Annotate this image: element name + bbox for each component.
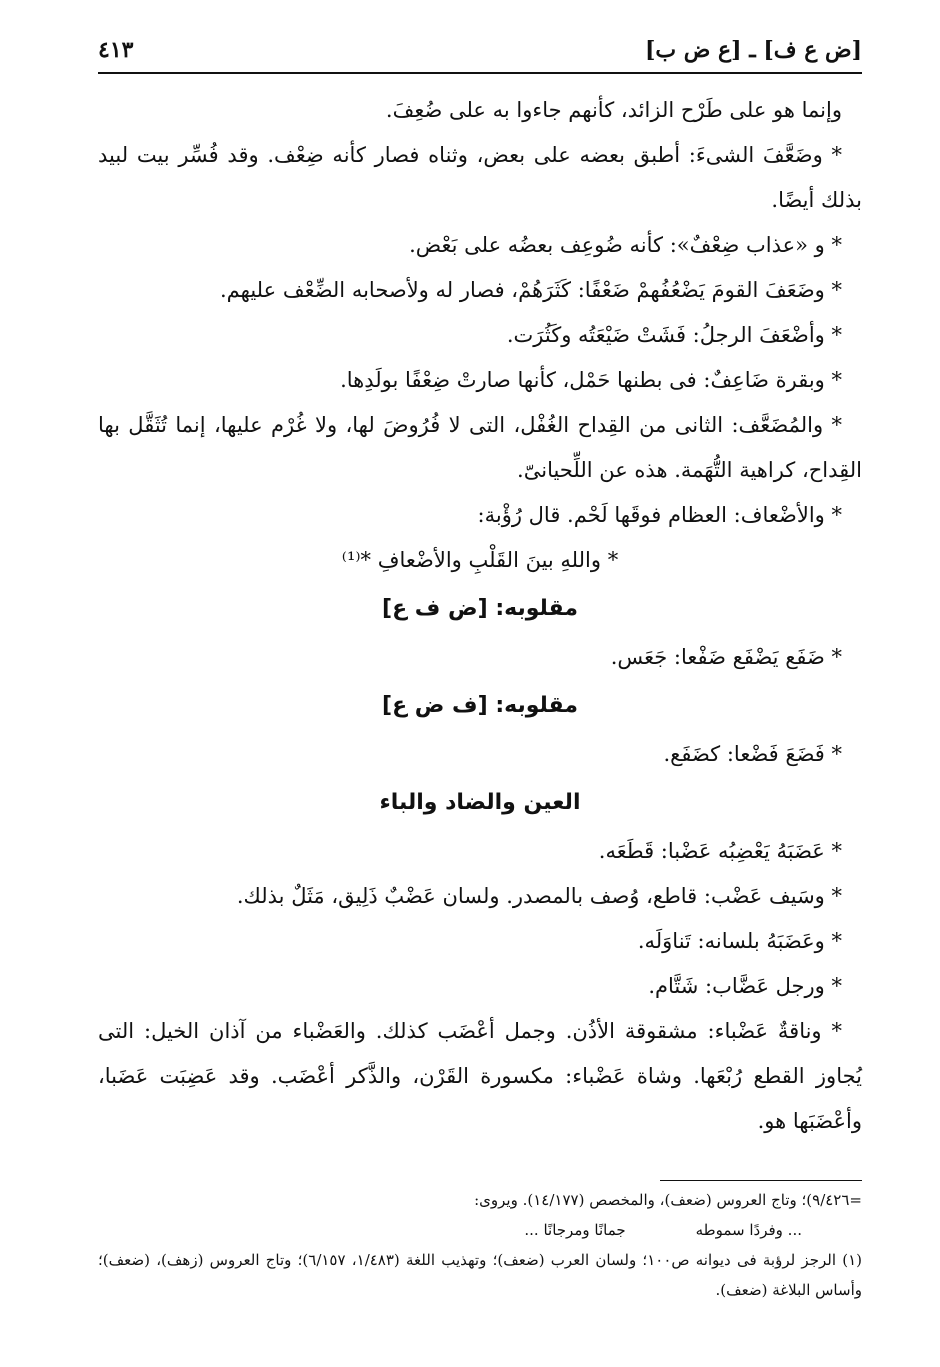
page-header <box>98 30 862 70</box>
entry-paragraph: * وأضْعَفَ الرجلُ: فَشَتْ ضَيْعَتُه وكَثُرَت. <box>506 323 842 347</box>
main-text <box>98 88 862 1144</box>
entry-paragraph: * وضَعَّفَ الشىءَ: أطبق بعضه على بعض، وثناه فصار كأنه ضِعْف. وقد فُسِّر بيت لبيد بذلك أيضًا. <box>98 143 862 212</box>
entry-paragraph: * والمُضَعَّف: الثانى من القِداح الغُفْل، التى لا فُرُوضَ لها، ولا غُرْم عليها، إنما تُثَقَّل بها القِداح، كراهية التُّهَمة. هذه عن اللِّحيانىّ. <box>98 413 862 482</box>
entry-paragraph: * وناقةٌ عَضْباء: مشقوقة الأذُن. وجمل أعْضَب كذلك. والعَضْباء من آذان الخيل: التى يُجاوز القطع رُبْعَها. وشاة عَضْباء: مكسورة القَرْن، والذَّكر أعْضَب. وقد عَضِبَت عَضَبا، وأعْضَبَها هو. <box>98 1019 862 1133</box>
footnote-verse <box>98 1215 862 1245</box>
section-heading: مقلوبه: [ف ض ع] <box>382 693 578 718</box>
header-rule <box>98 72 862 74</box>
section-heading: مقلوبه: [ض ف ع] <box>382 596 578 621</box>
verse-line: * واللهِ بينَ القَلْبِ والأضْعافِ *⁽¹⁾ <box>341 548 619 572</box>
footnote-1: (١) الرجز لرؤبة فى ديوانه ص١٠٠؛ ولسان العرب (ضعف)؛ وتهذيب اللغة (١/٤٨٣، ٦/١٥٧)؛ وتاج العروس (زهف)، (ضعف)؛ وأساس البلاغة (ضعف). <box>98 1251 863 1299</box>
footnote-verse-first-hemistich: ... وفردًا سموطه <box>695 1221 802 1239</box>
footnotes <box>98 1185 862 1305</box>
entry-paragraph: * وبقرة ضَاعِفٌ: فى بطنها حَمْل، كأنها صارتْ ضِعْفًا بولَدِها. <box>340 368 842 392</box>
entry-paragraph: * عَضَبَهُ يَعْضِبُه عَضْبا: قَطَعَه. <box>598 839 842 863</box>
entry-paragraph: * ورجل عَضَّاب: شَتَّام. <box>648 974 842 998</box>
entry-paragraph: * و «عذاب ضِعْفٌ»: كأنه ضُوعِف بعضُه على بَعْض. <box>409 233 842 257</box>
footnote-rule <box>660 1180 862 1181</box>
entry-paragraph: وإنما هو على طَرْح الزائد، كأنهم جاءوا به على ضُعِفَ. <box>385 98 842 122</box>
entry-paragraph: * فَضَعَ فَضْعا: كضَفَع. <box>663 742 842 766</box>
running-title: [ض ع ف] ـ [ع ض ب] <box>644 37 862 63</box>
entry-paragraph: * وسَيف عَضْب: قاطع، وُصف بالمصدر. ولسان عَضْبٌ ذَلِيق، مَثَلٌ بذلك. <box>236 884 842 908</box>
footnote-continuation: =٩/٤٢٦)؛ وتاج العروس (ضعف)، والمخصص (١٤/١٧٧). ويروى: <box>474 1191 862 1209</box>
entry-paragraph: * ضَفَع يَضْفَع ضَفْعا: جَعَس. <box>610 645 842 669</box>
section-heading: العين والضاد والباء <box>379 790 581 815</box>
entry-paragraph: * وعَضَبَهُ بلسانه: تَناوَلَه. <box>637 929 842 953</box>
entry-paragraph: * وضَعَفَ القومَ يَضْعُفُهمْ ضَعْفًا: كَثَرَهُمْ، فصار له ولأصحابه الضِّعْف عليهم. <box>220 278 842 302</box>
page-number: ٤١٣ <box>98 37 134 63</box>
footnote-verse-second-hemistich: جمانًا ومرجانًا ... <box>524 1221 626 1239</box>
entry-paragraph: * والأضْعاف: العظام فوقَها لَحْم. قال رُؤْبة: <box>477 503 842 527</box>
